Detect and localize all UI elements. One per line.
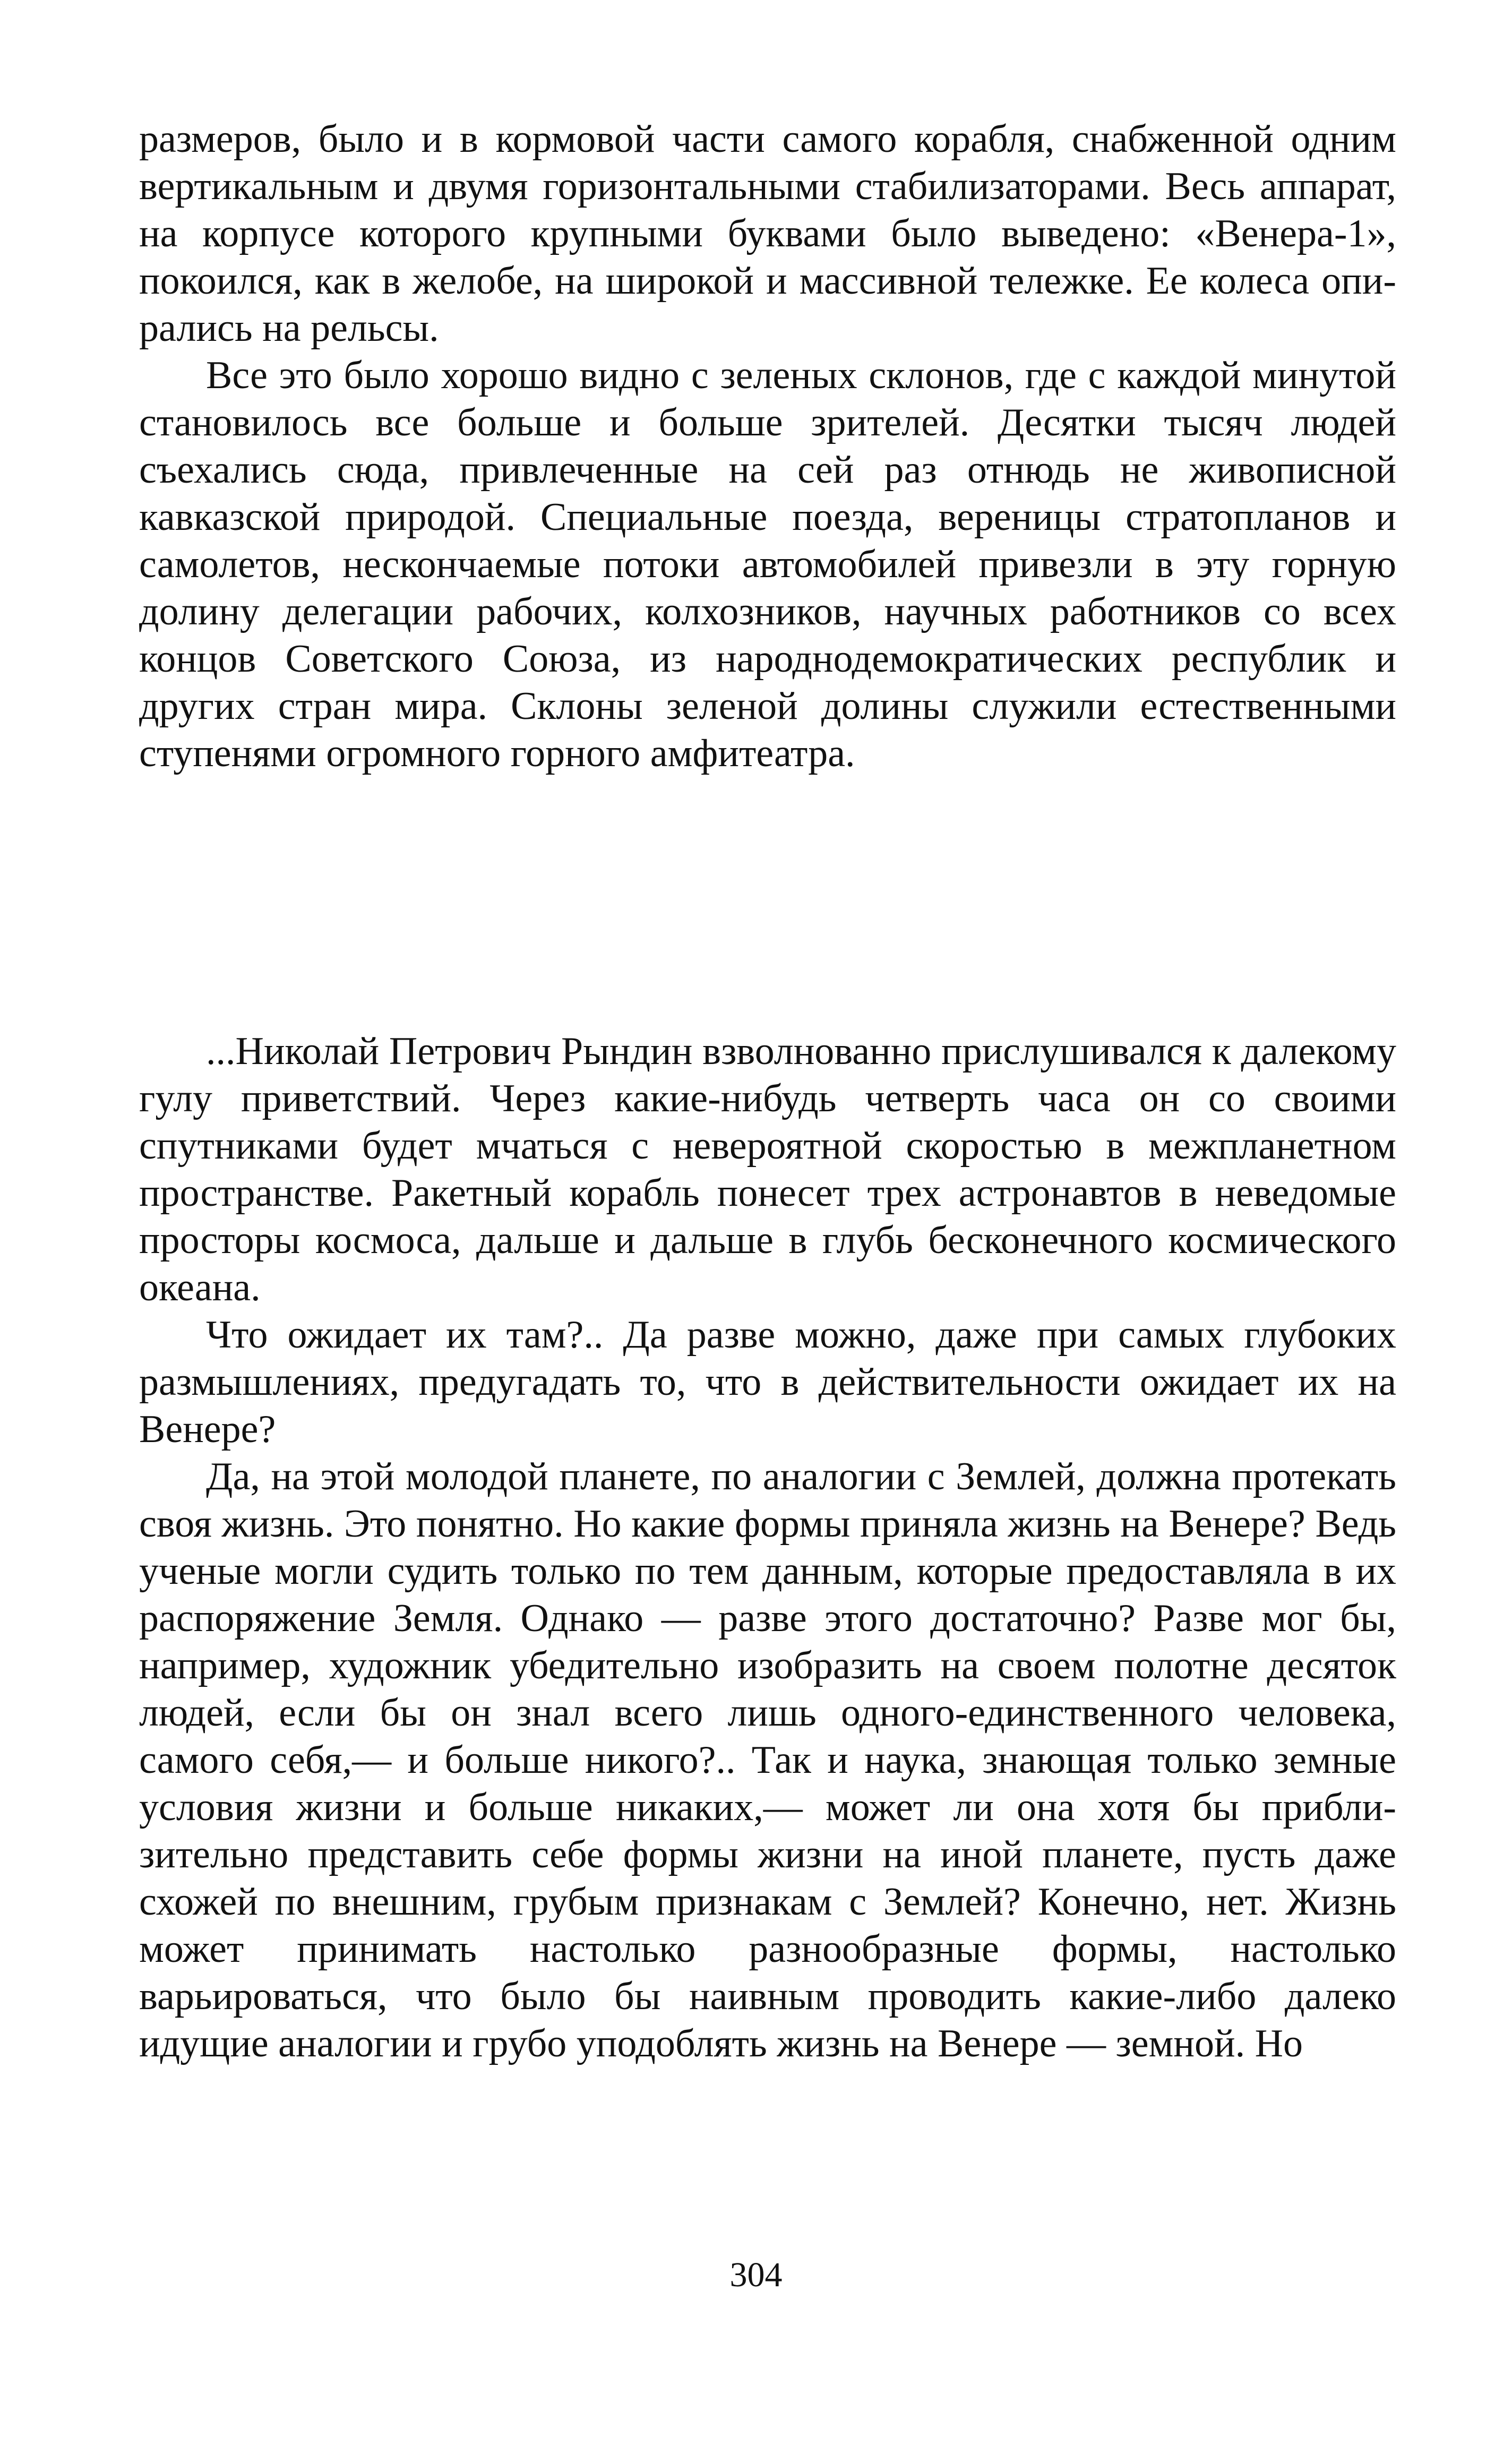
paragraph: размеров, было и в кормовой части самого корабля, снабженной одним вертикальным и двумя горизонтальными стабилизаторами. Весь аппарат, на корпусе которого крупными буквами было выведено: «Венера-1», покоился, как в желобе, на широкой и массивной тележке. Ее колеса опирались на рельсы. <box>139 117 1396 350</box>
page-number: 304 <box>729 2255 783 2294</box>
text-section-top <box>139 116 1396 777</box>
paragraph: Да, на этой молодой планете, по аналогии с Землей, должна протекать своя жизнь. Это понятно. Но какие формы приняла жизнь на Венере? Ведь ученые могли судить только по тем данным, которые предоставляла в их распоряжение Земля. Однако — разве этого достаточно? Разве мог бы, например, художник убедительно изобразить на своем полотне десяток людей, если бы он знал всего лишь одного-единственного человека, самого себя,— и больше никого?.. Так и наука, знающая только земные условия жизни и больше никаких,— может ли она хотя бы приблизительно представить себе формы жизни на иной планете, пусть даже схожей по внешним, грубым признакам с Землей? Конечно, нет. Жизнь может принимать настолько разнообразные формы, настолько варьироваться, что было бы наивным проводить какие-либо далеко идущие аналогии и грубо уподоблять жизнь на Венере — земной. Но <box>139 1455 1396 2065</box>
paragraph: Что ожидает их там?.. Да разве можно, даже при самых глубоких размышлениях, предугадать то, что в действительности ожидает их на Венере? <box>139 1313 1396 1451</box>
text-section-bottom <box>139 1028 1396 2068</box>
paragraph: Все это было хорошо видно с зеленых склонов, где с каждой минутой становилось все больше и больше зрителей. Десятки тысяч людей съехались сюда, привлеченные на сей раз отнюдь не живописной кавказской природой. Специальные поезда, вереницы стратопланов и самолетов, нескончаемые потоки автомобилей привезли в эту горную долину делегации рабочих, колхозников, научных работников со всех концов Советского Союза, из народнодемократических республик и других стран мира. Склоны зеленой долины служили естественными ступенями огромного горного амфитеатра. <box>139 354 1396 775</box>
paragraph: ...Николай Петрович Рындин взволнованно прислушивался к далекому гулу приветствий. Через какие-нибудь четверть часа он со своими спутниками будет мчаться с невероятной скоростью в межпланетном пространстве. Ракетный корабль понесет трех астронавтов в неведомые просторы космоса, дальше и дальше в глубь бесконечного космического океана. <box>139 1030 1396 1309</box>
